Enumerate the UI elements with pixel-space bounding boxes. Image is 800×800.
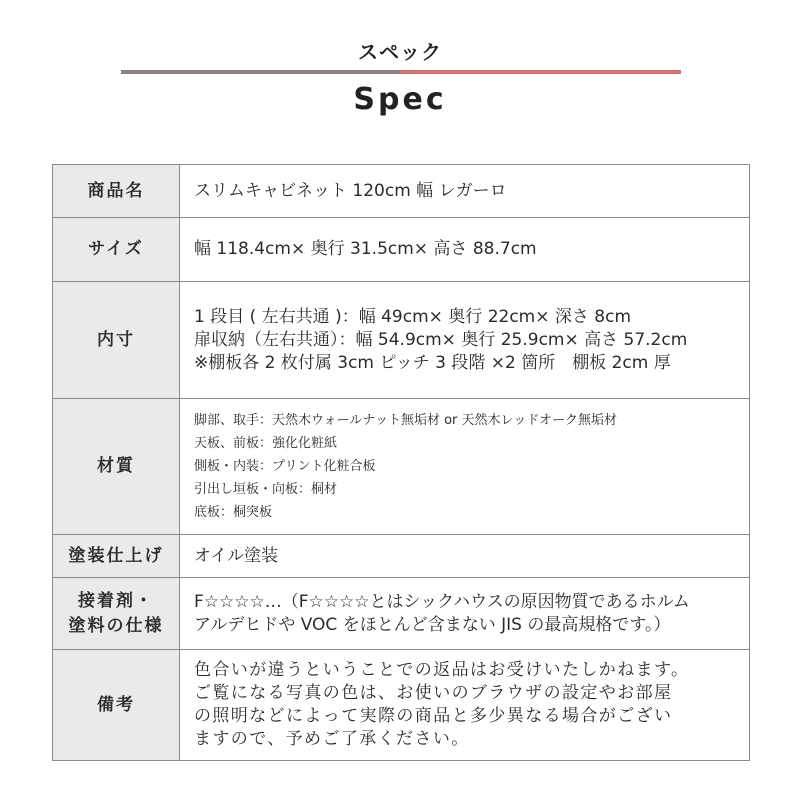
spec-label-cell bbox=[53, 650, 180, 761]
spec-value-line: F☆☆☆☆…（F☆☆☆☆とはシックハウスの原因物質であるホルム bbox=[194, 591, 690, 612]
spec-value-line: 底板：桐突板 bbox=[194, 505, 273, 520]
spec-value-cell bbox=[180, 578, 750, 650]
spec-value-line: アルデヒドや VOC をほとんど含まない JIS の最高規格です。） bbox=[194, 614, 671, 635]
spec-label: 塗装仕上げ bbox=[68, 545, 164, 566]
heading-divider-right bbox=[401, 70, 681, 74]
spec-label: 塗料の仕様 bbox=[68, 615, 164, 636]
spec-label: 商品名 bbox=[87, 180, 145, 201]
spec-value-line: 脚部、取手：天然木ウォールナット無垢材 or 天然木レッドオーク無垢材 bbox=[194, 413, 618, 428]
spec-value-cell bbox=[180, 650, 750, 761]
spec-value-line: ご覧になる写真の色は、お使いのブラウザの設定やお部屋 bbox=[194, 683, 673, 703]
spec-label: 備考 bbox=[97, 694, 135, 715]
spec-label-cell bbox=[53, 165, 180, 218]
spec-row-finish bbox=[53, 535, 750, 578]
spec-value-line: オイル塗装 bbox=[194, 545, 279, 566]
spec-row-size bbox=[53, 218, 750, 282]
spec-table bbox=[52, 164, 750, 761]
spec-value-line: 1 段目 ( 左右共通 )：幅 49cm× 奥行 22cm× 深さ 8cm bbox=[194, 306, 632, 327]
heading-divider bbox=[121, 70, 681, 74]
spec-row-product-name bbox=[53, 165, 750, 218]
spec-heading-en: Spec bbox=[353, 82, 447, 117]
spec-heading-jp: スペック bbox=[358, 40, 442, 64]
spec-value-line: 天板、前板：強化化粧紙 bbox=[194, 436, 338, 451]
heading-divider-left bbox=[121, 70, 401, 74]
spec-value-line: 引出し垣板・向板：桐材 bbox=[194, 482, 338, 497]
spec-value-cell bbox=[180, 535, 750, 578]
spec-value-line: の照明などによって実際の商品と多少異なる場合がござい bbox=[194, 706, 673, 726]
spec-value-line: 幅 118.4cm× 奥行 31.5cm× 高さ 88.7cm bbox=[194, 239, 537, 259]
spec-label-cell bbox=[53, 218, 180, 282]
spec-value-line: ますので、予めご了承ください。 bbox=[194, 729, 470, 749]
spec-value-cell bbox=[180, 399, 750, 535]
spec-value-cell bbox=[180, 165, 750, 218]
spec-label: 接着剤・ bbox=[78, 590, 154, 611]
spec-value-cell bbox=[180, 282, 750, 399]
spec-value-line: 側板・内装：プリント化粧合板 bbox=[194, 459, 376, 474]
spec-label: サイズ bbox=[88, 239, 144, 259]
spec-label: 内寸 bbox=[97, 329, 135, 350]
spec-label-cell bbox=[53, 578, 180, 650]
spec-value-cell bbox=[180, 218, 750, 282]
spec-value-line: ※棚板各 2 枚付属 3cm ピッチ 3 段階 ×2 箇所 棚板 2cm 厚 bbox=[194, 352, 671, 373]
spec-value-line: 色合いが違うということでの返品はお受けいたしかねます。 bbox=[194, 660, 690, 680]
spec-label-cell bbox=[53, 282, 180, 399]
spec-row-adhesive-paint bbox=[53, 578, 750, 650]
spec-label-cell bbox=[53, 535, 180, 578]
spec-row-materials bbox=[53, 399, 750, 535]
spec-label-cell bbox=[53, 399, 180, 535]
spec-value-line: 扉収納（左右共通）：幅 54.9cm× 奥行 25.9cm× 高さ 57.2cm bbox=[194, 329, 688, 350]
spec-row-inner-dimensions bbox=[53, 282, 750, 399]
spec-value-line: スリムキャビネット 120cm 幅 レガーロ bbox=[194, 180, 507, 201]
spec-row-remarks bbox=[53, 650, 750, 761]
spec-label: 材質 bbox=[97, 456, 135, 476]
